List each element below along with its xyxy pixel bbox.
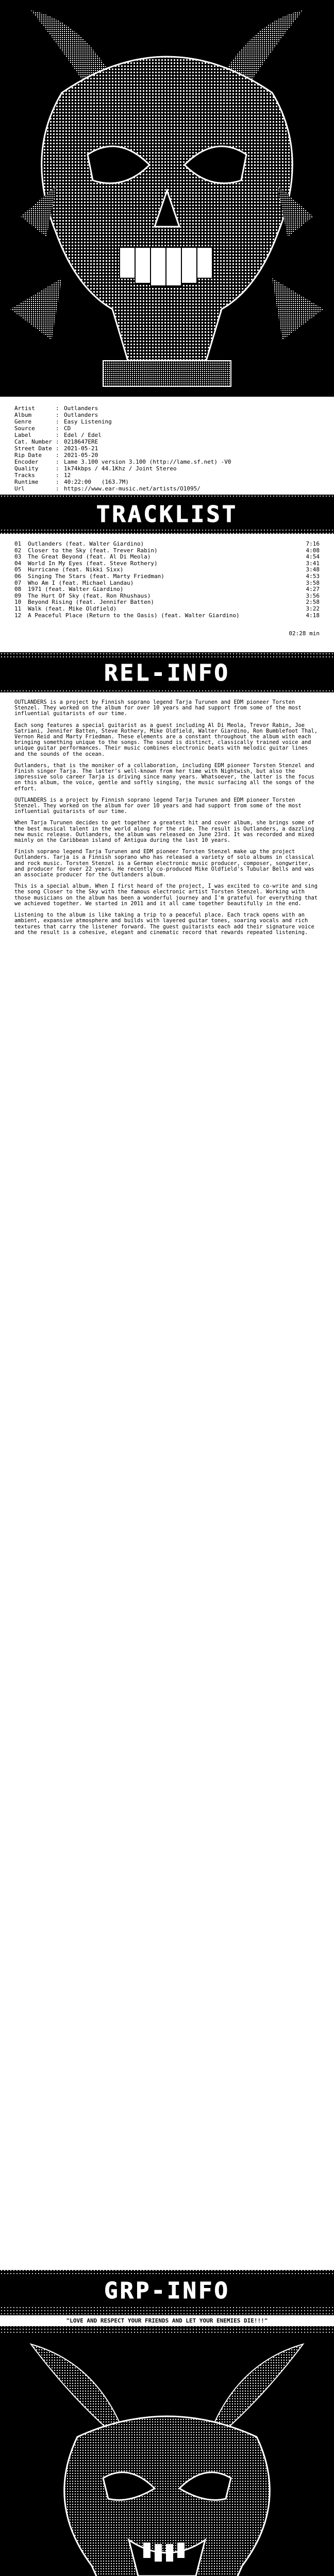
track-number: 05 — [14, 566, 22, 573]
release-info-separator: : — [56, 438, 59, 445]
release-info-separator: : — [56, 472, 59, 479]
release-info-row — [14, 432, 320, 438]
rel-info-banner-title: REL-INFO — [95, 660, 239, 686]
rel-info-text-panel — [0, 692, 334, 2270]
release-info-key: Runtime — [14, 479, 39, 485]
release-info-separator: : — [56, 459, 59, 465]
track-number: 06 — [14, 572, 22, 580]
track-row — [14, 554, 320, 561]
track-number: 11 — [14, 605, 22, 612]
track-duration: 3:41 — [306, 560, 320, 567]
track-duration: 4:08 — [306, 547, 320, 554]
release-info-value: 0218647ERE — [64, 438, 98, 445]
release-info-key: Genre — [14, 418, 32, 425]
release-info-row — [14, 438, 320, 445]
release-info-key: Artist — [14, 405, 35, 412]
release-info-value: Edel / Edel — [64, 432, 102, 438]
tracklist-panel — [0, 534, 334, 652]
release-info-row — [14, 479, 320, 485]
horned-demon-icon — [0, 2334, 334, 2576]
track-row — [14, 586, 320, 593]
release-info-separator: : — [56, 432, 59, 438]
track-duration: 4:54 — [306, 553, 320, 561]
track-row — [14, 573, 320, 580]
release-info-separator: : — [56, 412, 59, 418]
header-art — [0, 0, 334, 397]
track-duration: 2:58 — [306, 599, 320, 606]
release-info-key: Tracks — [14, 472, 35, 479]
track-duration: 4:18 — [306, 612, 320, 619]
release-info-key: Rip Date — [14, 452, 42, 459]
release-info-value: 1k74kbps / 44.1Khz / Joint Stereo — [64, 465, 177, 472]
release-info-key: Street Date — [14, 445, 52, 452]
track-title: Beyond Rising (feat. Jennifer Batten) — [28, 599, 155, 606]
grp-info-banner-title: GRP-INFO — [95, 2278, 239, 2304]
track-title: Outlanders (feat. Walter Giardino) — [28, 540, 144, 547]
track-row — [14, 606, 320, 613]
release-info-value: 40:22:00 (163.7M) — [64, 479, 129, 485]
rel-info-paragraph: OUTLANDERS is a project by Finnish soprano legend Tarja Turunen and EDM pioneer Torsten Stenzel. They worked on the album for over 10 years and had support from some of the most influential guitarists of our time. — [14, 796, 302, 815]
release-info-row — [14, 405, 320, 412]
track-number: 03 — [14, 553, 22, 561]
release-info-value: https://www.ear-music.net/artists/O1095/ — [64, 485, 201, 492]
release-info-key: Album — [14, 412, 32, 418]
release-info-row — [14, 445, 320, 452]
release-info-key: Quality — [14, 465, 39, 472]
release-info-value: 2021-05-20 — [64, 452, 98, 459]
track-duration: 3:22 — [306, 605, 320, 612]
release-info-panel — [0, 397, 334, 495]
track-title: 1971 (feat. Walter Giardino) — [28, 586, 124, 593]
track-number: 12 — [14, 612, 22, 619]
track-number: 02 — [14, 547, 22, 554]
rel-info-paragraph: Listening to the album is like taking a trip to a peaceful place. Each track opens with an ambient, expansive atmosphere and builds with layered guitar tones, soaring vocals and rich textures that carry the listener forward. The guest guitarists each add their signature voice and the result is a cohesive, elegant and cinematic record that rewards repeated listening. — [14, 912, 314, 936]
release-info-separator: : — [56, 445, 59, 452]
release-info-value: Easy Listening — [64, 418, 112, 425]
release-info-separator: : — [56, 405, 59, 412]
rel-info-paragraph: When Tarja Turunen decides to get together a greatest hit and cover album, she brings some of the best musical talent in the world along for the ride. The result is Outlanders, a dazzling new music release. Outlanders, the album was released on June 23rd. It was recorded and mixed mainly on the Caribbean island of Antigua during the last 10 years. — [14, 820, 314, 844]
release-info-separator: : — [56, 425, 59, 432]
track-duration: 4:27 — [306, 586, 320, 593]
release-info-key: Encoder — [14, 459, 39, 465]
footer-art — [0, 2334, 334, 2576]
release-info-row — [14, 425, 320, 432]
rel-info-paragraphs — [14, 700, 320, 936]
rel-info-paragraph: This is a special album. When I first heard of the project, I was excited to co-write and sing the song Closer to the Sky with the famous electronic artist Torsten Stenzel. Working with those musicians on the album has been a wonderful journey and I'm grateful for everything that we achieved together. We started in 2011 and it all came together beautifully in the end. — [14, 883, 318, 907]
release-info-value: Outlanders — [64, 412, 98, 418]
release-info-row — [14, 452, 320, 459]
rel-info-paragraph: Outlanders, that is the moniker of a collaboration, including EDM pioneer Torsten Stenzel and Finish singer Tarja. The latter's well-known from her time with Nightwish, but also the impressive solo career Tarja is driving since many years. Whatsoever, the latter is the focus on this album, the voice, gentle and softly singing, the music surfacing all the songs of the effort. — [14, 762, 314, 792]
release-info-separator: : — [56, 479, 59, 485]
release-info-row — [14, 418, 320, 425]
rel-info-paragraph: OUTLANDERS is a project by Finnish soprano legend Tarja Turunen and EDM pioneer Torsten Stenzel. They worked on the album for over 10 years and had support from some of the most influential guitarists of our time. — [14, 699, 302, 717]
track-title: Singing The Stars (feat. Marty Friedman) — [28, 572, 164, 580]
track-title: Walk (feat. Mike Oldfield) — [28, 605, 117, 612]
release-info-key: Cat. Number — [14, 438, 52, 445]
demon-skull-icon — [0, 0, 334, 397]
release-info-key: Label — [14, 432, 32, 438]
track-title: Closer to the Sky (feat. Trever Rabin) — [28, 547, 158, 554]
group-quote: "LOVE AND RESPECT YOUR FRIENDS AND LET YOUR ENEMIES DIE!!!" — [0, 2315, 334, 2326]
track-list — [14, 541, 320, 619]
release-info-value: Lame 3.100 version 3.100 (http://lame.sf.net) -V0 — [64, 459, 231, 465]
track-duration: 3:58 — [306, 579, 320, 586]
track-duration: 4:53 — [306, 572, 320, 580]
release-info-row — [14, 412, 320, 418]
track-title: The Great Beyond (feat. Al Di Meola) — [28, 553, 151, 561]
rel-info-paragraph: Each song features a special guitarist as a guest including Al Di Meola, Trevor Rabin, Joe Satriani, Jennifer Batten, Steve Rothery, Mike Oldfield, Walter Giardino, Ron Bumblefoot Thal, Vernon Reid and Marty Friedman. These elements are a constant throughout the album with each bringing something unique to the songs. The sound is distinct, classically trained voice and unique guitar performances. Their music combines electronic beats with melodic guitar lines and the sounds of the ocean. — [14, 722, 318, 757]
track-title: Hurricane (feat. Nikki Sixx) — [28, 566, 124, 573]
rel-info-paragraph: Finish soprano legend Tarja Turunen and EDM pioneer Torsten Stenzel make up the project Outlanders. Tarja is a Finnish soprano who has released a variety of solo albums in classical and rock music. Torsten Stenzel is a German electronic music producer, composer, songwriter, and producer for over 22 years. He recently co-produced Mike Oldfield's Tubular Bells and was an associate producer for the Outlanders album. — [14, 849, 314, 878]
release-info-key: Source — [14, 425, 35, 432]
track-number: 07 — [14, 579, 22, 586]
track-duration: 3:56 — [306, 592, 320, 599]
release-info-separator: : — [56, 485, 59, 492]
rel-info-banner — [0, 657, 334, 688]
release-info-separator: : — [56, 465, 59, 472]
track-title: World In My Eyes (feat. Steve Rothery) — [28, 560, 158, 567]
release-info-value: 2021-05-21 — [64, 445, 98, 452]
track-number: 09 — [14, 592, 22, 599]
total-runtime: 02:28 min — [289, 630, 320, 637]
release-info-value: CD — [64, 425, 71, 432]
release-info-separator: : — [56, 452, 59, 459]
track-duration: 7:16 — [306, 540, 320, 547]
track-number: 01 — [14, 540, 22, 547]
track-number: 04 — [14, 560, 22, 567]
track-number: 10 — [14, 599, 22, 606]
release-info-list — [14, 405, 320, 492]
track-row — [14, 541, 320, 548]
release-info-row — [14, 472, 320, 479]
release-info-key: Url — [14, 485, 25, 492]
track-number: 08 — [14, 586, 22, 593]
release-info-value: Outlanders — [64, 405, 98, 412]
tracklist-banner-title: TRACKLIST — [87, 501, 247, 528]
release-info-value: 12 — [64, 472, 71, 479]
release-info-row — [14, 485, 320, 492]
track-duration: 3:48 — [306, 566, 320, 573]
track-title: Who Am I (feat. Michael Landau) — [28, 579, 134, 586]
release-info-row — [14, 465, 320, 472]
grp-info-banner — [0, 2275, 334, 2306]
release-info-row — [14, 459, 320, 465]
release-info-separator: : — [56, 418, 59, 425]
tracklist-banner — [0, 499, 334, 530]
track-title: The Hurt Of Sky (feat. Ron Rhushaus) — [28, 592, 151, 599]
track-title: A Peaceful Place (Return to the Oasis) (feat. Walter Giardino) — [28, 612, 240, 619]
track-row — [14, 613, 320, 619]
